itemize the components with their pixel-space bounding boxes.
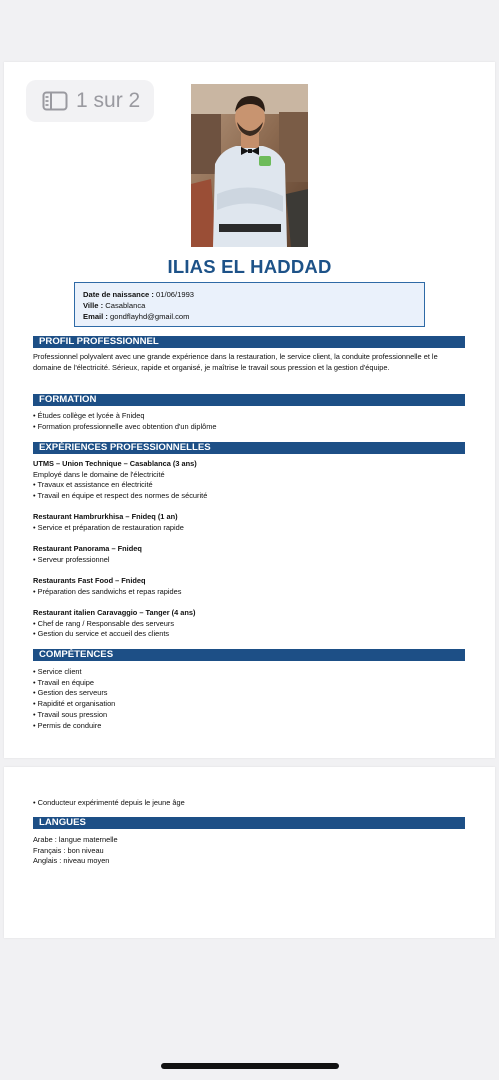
list-item: • Permis de conduire xyxy=(33,720,102,730)
job-title: UTMS – Union Technique – Casablanca (3 ans) xyxy=(33,459,197,468)
list-item: • Travaux et assistance en électricité xyxy=(33,480,153,490)
city-row: Ville : Casablanca xyxy=(83,301,146,310)
job-title: Restaurants Fast Food – Fnideq xyxy=(33,576,146,585)
list-item: • Chef de rang / Responsable des serveurs xyxy=(33,618,175,628)
page-indicator[interactable] xyxy=(26,80,154,122)
list-item: • Préparation des sandwichs et repas rapides xyxy=(33,586,182,596)
list-item: • Travail en équipe xyxy=(33,677,94,687)
list-item: Employé dans le domaine de l'électricité xyxy=(33,469,165,479)
birth-date-row: Date de naissance : 01/06/1993 xyxy=(83,290,195,299)
list-item: • Travail sous pression xyxy=(33,709,108,719)
job-entry xyxy=(33,544,461,565)
list-item: • Gestion du service et accueil des clients xyxy=(33,629,170,639)
list-item: • Conducteur expérimenté depuis le jeune âge xyxy=(33,798,185,807)
list-item: • Rapidité et organisation xyxy=(33,699,116,709)
document-page-2 xyxy=(4,767,495,938)
home-indicator[interactable] xyxy=(161,1063,339,1069)
job-entry xyxy=(33,576,461,597)
personal-info-box xyxy=(74,282,425,327)
section-header-profile: PROFIL PROFESSIONNEL xyxy=(33,336,465,348)
formation-list xyxy=(33,411,461,432)
document-page-1 xyxy=(4,62,495,758)
job-title: Restaurant italien Caravaggio – Tanger (4 ans) xyxy=(33,608,196,617)
job-title: Restaurant Hambrurkhisa – Fnideq (1 an) xyxy=(33,512,178,521)
list-item: • Études collège et lycée à Fnideq xyxy=(33,411,145,420)
list-item: • Service et préparation de restauration rapide xyxy=(33,522,184,532)
list-item: Arabe : langue maternelle xyxy=(33,835,118,844)
email-row: Email : gondflayhd@gmail.com xyxy=(83,312,190,321)
list-item: • Travail en équipe et respect des normes de sécurité xyxy=(33,491,208,501)
pages-sidebar-icon[interactable] xyxy=(42,91,68,111)
section-header-languages: LANGUES xyxy=(33,817,465,829)
section-header-experience: EXPÉRIENCES PROFESSIONNELLES xyxy=(33,442,465,454)
profile-photo xyxy=(191,84,308,247)
profile-text: Professionnel polyvalent avec une grande expérience dans la restauration, le service client, la conduite professionnelle et le domaine de l'électricité. Sérieux, rapide et organisé, je maîtrise le travail sous pression et la gestion d'équipe. xyxy=(33,352,438,372)
job-entry xyxy=(33,459,461,502)
job-entry xyxy=(33,608,461,640)
job-entry xyxy=(33,512,461,533)
skills-list-continued xyxy=(33,798,461,809)
list-item: • Serveur professionnel xyxy=(33,554,110,564)
list-item: • Formation professionnelle avec obtention d'un diplôme xyxy=(33,421,217,431)
page-indicator-label: 1 sur 2 xyxy=(76,89,141,112)
section-header-skills: COMPÉTENCES xyxy=(33,649,465,661)
list-item: • Service client xyxy=(33,667,82,676)
cv-name: ILIAS EL HADDAD xyxy=(167,256,332,277)
list-item: Anglais : niveau moyen xyxy=(33,856,110,866)
languages-list xyxy=(33,835,461,867)
list-item: Français : bon niveau xyxy=(33,845,104,855)
skills-list xyxy=(33,667,461,731)
section-header-formation: FORMATION xyxy=(33,394,465,406)
job-title: Restaurant Panorama – Fnideq xyxy=(33,544,142,553)
list-item: • Gestion des serveurs xyxy=(33,688,108,698)
